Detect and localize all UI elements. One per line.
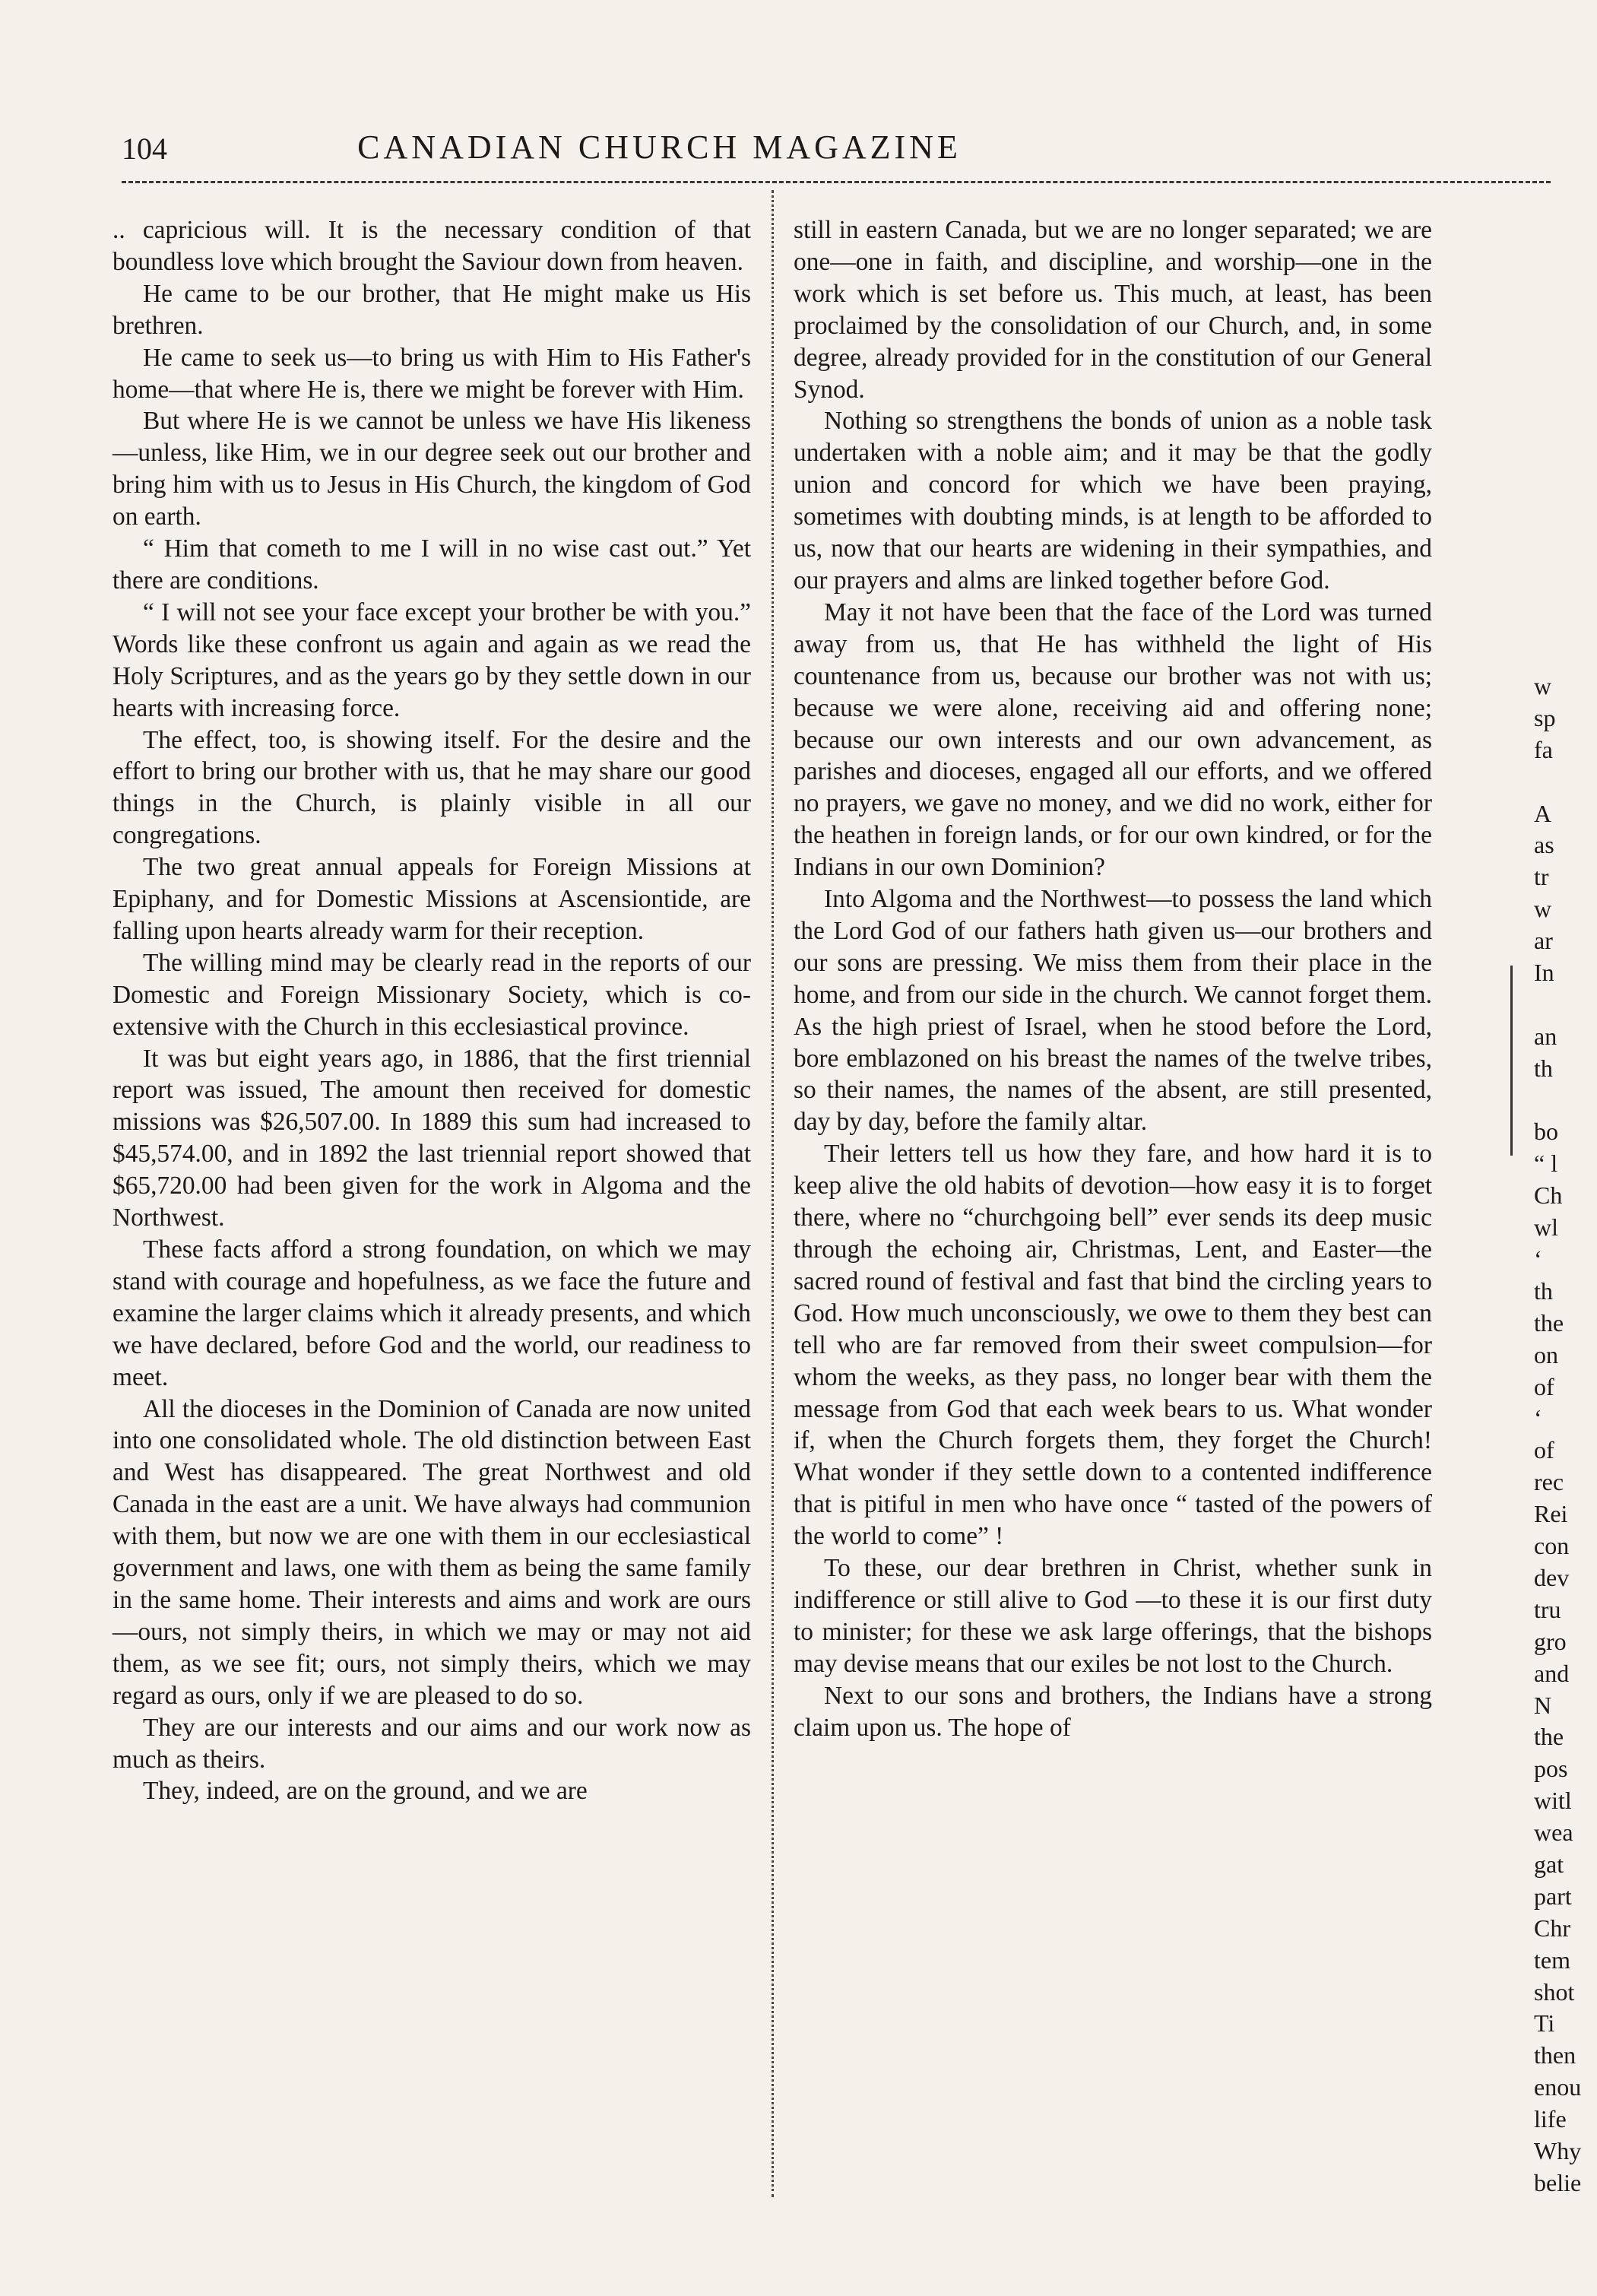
edge-fragment: sp xyxy=(1534,703,1556,731)
edge-fragment: rec xyxy=(1534,1468,1564,1496)
edge-fragment: tru xyxy=(1534,1595,1561,1623)
paragraph: May it not have been that the face of the Lord was turned away from us, that He has withheld the light of His countenance from us, because our brother was not with us; because we were alone, receiving aid and offering none; because our own interests and our own advancement, as parishes and dioceses, engaged all our efforts, and we offered no prayers, we gave no money, and we did no work, either for the heathen in foreign lands, or for our own kindred, or for the Indians in our own Dominion? xyxy=(794,598,1432,882)
edge-fragment: Rei xyxy=(1534,1500,1568,1528)
paragraph: “ I will not see your face except your brother be with you.” Words like these confront us again and again as we read the Holy Scriptures, and as the years go by they settle down in our hearts with increasing force. xyxy=(112,598,751,722)
page-number: 104 xyxy=(122,132,167,166)
edge-fragment: th xyxy=(1534,1054,1553,1082)
edge-fragment: In xyxy=(1534,959,1554,987)
edge-fragment: pos xyxy=(1534,1755,1568,1783)
paragraph: The two great annual appeals for Foreign Missions at Epiphany, and for Domestic Missions at Ascensiontide, are falling upon hearts already warm for their reception. xyxy=(112,853,751,945)
paragraph: still in eastern Canada, but we are no longer separated; we are one—one in faith, and discipline, and worship—one in the work which is set before us. This much, at least, has been proclaimed by the consolidation of our Church, and, in some degree, already provided for in the constitution of our General Synod. xyxy=(794,216,1432,404)
edge-fragment: wl xyxy=(1534,1213,1558,1242)
edge-fragment: of xyxy=(1534,1372,1554,1400)
edge-fragment: tem xyxy=(1534,1946,1570,1974)
edge-fragment: Chr xyxy=(1534,1914,1570,1942)
header-rule xyxy=(122,181,1551,183)
right-column xyxy=(794,214,1432,1744)
paragraph: To these, our dear brethren in Christ, whether sunk in indifference or still alive to God —to these it is our first duty to minister; for these we ask large offerings, that the bishops may devise means that our exiles be not lost to the Church. xyxy=(794,1554,1432,1678)
paragraph: Next to our sons and brothers, the Indians have a strong claim upon us. The hope of xyxy=(794,1681,1432,1742)
paragraph: The willing mind may be clearly read in the reports of our Domestic and Foreign Missionary Society, which is co-extensive with the Church in this ecclesiastical province. xyxy=(112,948,751,1041)
edge-fragment: part xyxy=(1534,1882,1572,1910)
edge-fragment: A xyxy=(1534,799,1552,827)
edge-fragment: and xyxy=(1534,1659,1570,1687)
edge-fragment: gro xyxy=(1534,1627,1567,1655)
edge-fragment: Why xyxy=(1534,2136,1582,2164)
edge-fragment: w xyxy=(1534,895,1552,923)
facing-page-edge xyxy=(1534,671,1595,2199)
edge-fragment: th xyxy=(1534,1276,1553,1305)
edge-fragment xyxy=(1534,766,1595,798)
paragraph: The effect, too, is showing itself. For the desire and the effort to bring our brother with us, that he may share our good things in the Church, is plainly visible in all our congregations. xyxy=(112,725,751,850)
edge-fragment: on xyxy=(1534,1340,1558,1368)
paragraph: They, indeed, are on the ground, and we are xyxy=(143,1777,588,1806)
edge-fragment: N xyxy=(1534,1691,1552,1719)
edge-fragment: bo xyxy=(1534,1118,1558,1146)
paragraph: “ Him that cometh to me I will in no wise cast out.” Yet there are conditions. xyxy=(112,534,751,595)
paragraph: Nothing so strengthens the bonds of union as a noble task undertaken with a noble aim; and it may be that the godly union and concord for which we have been praying, sometimes with doubting minds, is at length to be afforded to us, now that our hearts are widening in their sympathies, and our prayers and alms are linked together before God. xyxy=(794,407,1432,595)
edge-fragment: enou xyxy=(1534,2073,1582,2101)
edge-fragment: belie xyxy=(1534,2168,1582,2196)
edge-fragment: an xyxy=(1534,1022,1557,1050)
paragraph: They are our interests and our aims and our work now as much as theirs. xyxy=(112,1713,751,1774)
edge-fragment: as xyxy=(1534,831,1554,859)
edge-rule xyxy=(1510,966,1513,1156)
edge-fragment: gat xyxy=(1534,1850,1564,1878)
paragraph: But where He is we cannot be unless we have His likeness—unless, like Him, we in our degree seek out our brother and bring him with us to Jesus in His Church, the kingdom of God on earth. xyxy=(112,407,751,531)
edge-fragment: Ti xyxy=(1534,2009,1555,2038)
edge-fragment: Ch xyxy=(1534,1181,1563,1210)
edge-fragment: con xyxy=(1534,1532,1570,1560)
paragraph: He came to seek us—to bring us with Him to His Father's home—that where He is, there we might be forever with Him. xyxy=(112,343,751,404)
edge-fragment: then xyxy=(1534,2041,1576,2069)
left-column xyxy=(112,214,751,1807)
paragraph: He came to be our brother, that He might make us His brethren. xyxy=(112,279,751,340)
paragraph: All the dioceses in the Dominion of Canada are now united into one consolidated whole. The old distinction between East and West has disappeared. The great Northwest and old Canada in the east are a unit. We have always had communion with them, but now we are one with them in our ecclesiastical government and laws, one with them as being the same family in the same home. Their interests and aims and work are ours—ours, not simply theirs, in which we may or may not aid them, as we see fit; ours, not simply theirs, which we may regard as ours, only if we are pleased to do so. xyxy=(112,1394,751,1710)
edge-fragment: w xyxy=(1534,672,1552,699)
edge-fragment: life xyxy=(1534,2105,1567,2133)
edge-fragment: the xyxy=(1534,1308,1564,1337)
edge-fragment: shot xyxy=(1534,1977,1575,2006)
paragraph: .. capricious will. It is the necessary condition of that boundless love which brought the Saviour down from heaven. xyxy=(112,216,751,276)
column-divider xyxy=(772,190,774,2197)
edge-fragment xyxy=(1534,989,1595,1021)
edge-fragment: fa xyxy=(1534,735,1553,763)
edge-fragment: ‘ xyxy=(1534,1245,1542,1273)
edge-fragment xyxy=(1534,1085,1595,1117)
paragraph: These facts afford a strong foundation, on which we may stand with courage and hopefulness, as we face the future and examine the larger claims which it already presents, and which we have declared, before God and the world, our readiness to meet. xyxy=(112,1235,751,1391)
edge-fragment: wea xyxy=(1534,1819,1573,1847)
edge-fragment: ‘ xyxy=(1534,1404,1542,1432)
edge-fragment: dev xyxy=(1534,1563,1570,1591)
edge-fragment: tr xyxy=(1534,863,1549,891)
edge-fragment: “ l xyxy=(1534,1150,1558,1178)
paragraph: It was but eight years ago, in 1886, that the first triennial report was issued, The amount then received for domestic missions was $26,507.00. In 1889 this sum had increased to $45,574.00, and in 1892 the last triennial report showed that $65,720.00 had been given for the work in Algoma and the Northwest. xyxy=(112,1044,751,1232)
edge-fragment: ar xyxy=(1534,927,1553,955)
paragraph: Into Algoma and the Northwest—to possess the land which the Lord God of our fathers hath given us—our brothers and our sons are pressing. We miss them from their place in the home, and from our side in the church. We cannot forget them. As the high priest of Israel, when he stood before the Lord, bore emblazoned on his breast the names of the twelve tribes, so their names, the names of the absent, are still presented, day by day, before the family altar. xyxy=(794,885,1432,1137)
running-title: CANADIAN CHURCH MAGAZINE xyxy=(357,128,962,166)
page-header xyxy=(122,128,1543,173)
edge-fragment: witl xyxy=(1534,1787,1572,1815)
paragraph: Their letters tell us how they fare, and how hard it is to keep alive the old habits of devotion—how easy it is to forget there, where no “churchgoing bell” ever sends its deep music through the echoing air, Christmas, Lent, and Easter—the sacred round of festival and fast that bind the circling years to God. How much unconsciously, we owe to them they best can tell who are far removed from their sweet compulsion—for whom the weeks, as they pass, no longer bear with them the message from God that each week bears to us. What wonder if, when the Church forgets them, they forget the Church! What wonder if they settle down to a contented indifference that is pitiful in men who have once “ tasted of the powers of the world to come” ! xyxy=(794,1140,1432,1551)
edge-fragment: of xyxy=(1534,1436,1554,1464)
edge-fragment: the xyxy=(1534,1723,1564,1751)
